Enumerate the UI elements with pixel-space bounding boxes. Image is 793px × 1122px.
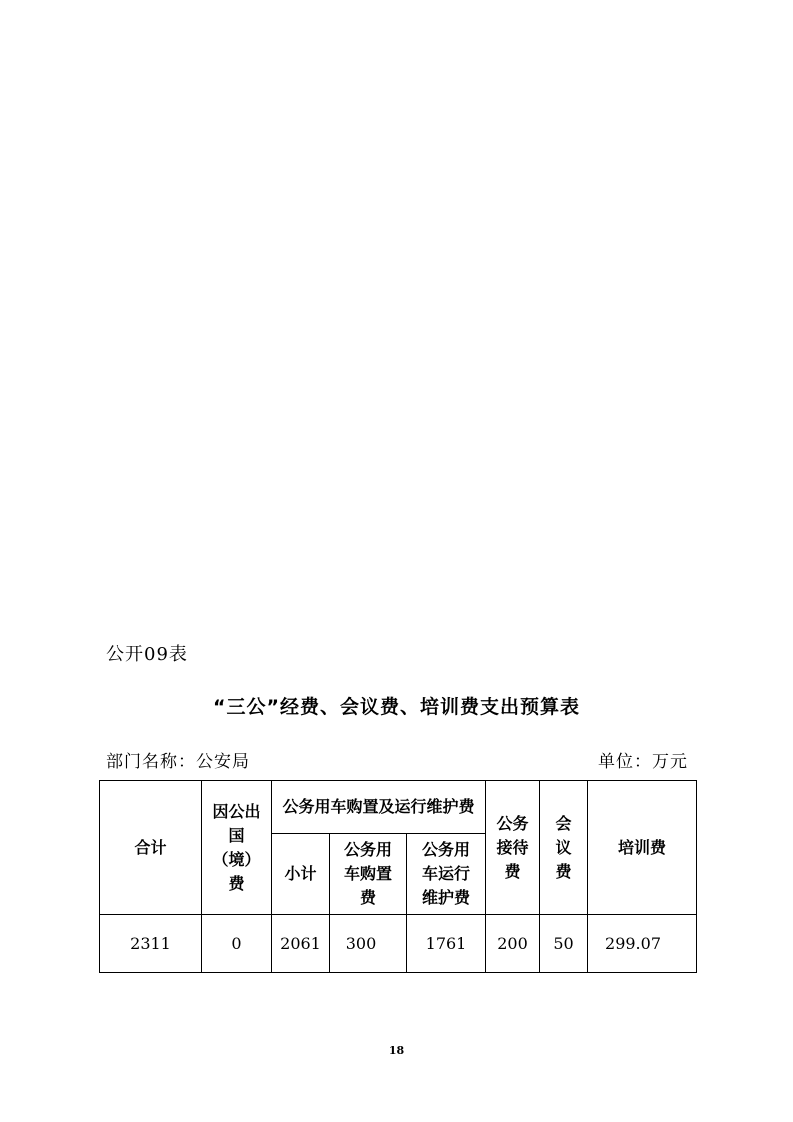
table-row [100,915,697,973]
header-total-label: 合计 [134,837,167,857]
page-number: 18 [388,1044,405,1057]
page-title: “三公”经费、会议费、培训费支出预算表 [213,696,580,718]
unit-label: 单位：万元 [598,752,688,772]
cell-meeting: 50 [540,915,588,973]
cell-vehicle-purchase: 300 [330,915,407,973]
header-training [588,781,697,915]
cell-training: 299.07 [588,915,697,973]
department-name: 部门名称：公安局 [106,752,250,772]
budget-table [99,780,697,973]
header-training-label: 培训费 [618,837,667,857]
header-overseas [202,781,272,915]
cell-total: 2311 [100,915,202,973]
header-vehicle-group-label: 公务用车购置及运行维护费 [282,797,475,816]
header-reception-label: 公务接待费 [496,813,529,881]
header-vehicle-purchase [330,834,407,915]
form-number: 公开09表 [106,644,188,665]
header-overseas-label: 因公出国（境）费 [212,801,261,893]
cell-overseas: 0 [202,915,272,973]
cell-vehicle-operation: 1761 [407,915,486,973]
header-vehicle-operation [407,834,486,915]
header-vehicle-purchase-label: 公务用车购置费 [343,840,392,907]
header-meeting-label: 会议费 [555,813,572,881]
cell-vehicle-subtotal: 2061 [272,915,330,973]
cell-reception: 200 [486,915,540,973]
header-row-1 [100,781,697,834]
header-total [100,781,202,915]
header-meeting [540,781,588,915]
header-vehicle-subtotal [272,834,330,915]
header-vehicle-subtotal-label: 小计 [284,864,317,883]
header-reception [486,781,540,915]
header-vehicle-group [272,781,486,834]
header-vehicle-operation-label: 公务用车运行维护费 [422,840,471,907]
